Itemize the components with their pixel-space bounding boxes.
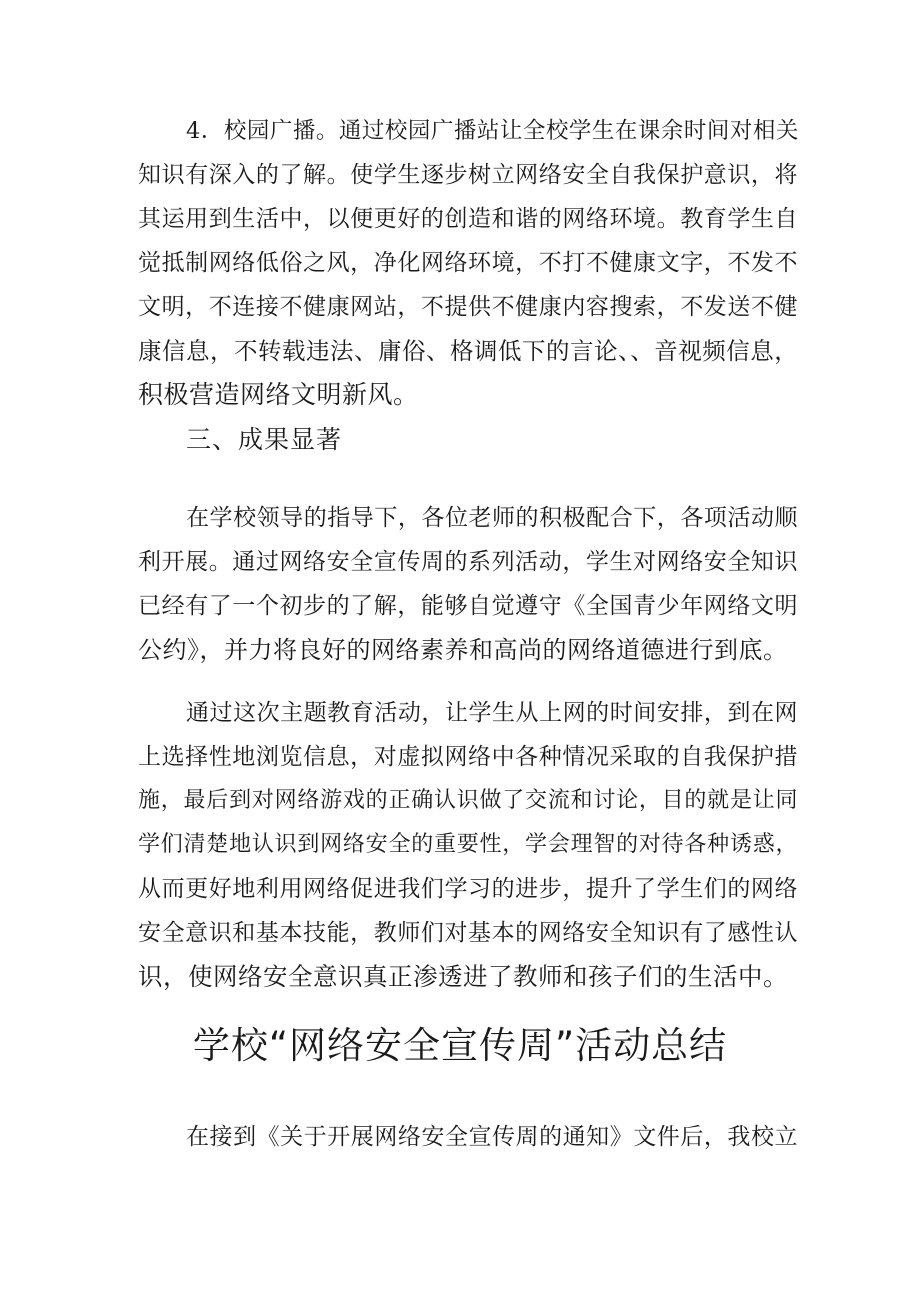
paragraph-line: 知识有深入的了解。使学生逐步树立网络安全自我保护意识，将	[138, 162, 798, 188]
paragraph-line: 康信息，不转载违法、庸俗、格调低下的言论、、音视频信息，	[138, 337, 799, 365]
paragraph-line: 施，最后到对网络游戏的正确认识做了交流和讨论，目的就是让同	[138, 788, 798, 813]
paragraph-line: 安全意识和基本技能，教师们对基本的网络安全知识有了感性认	[138, 920, 798, 946]
paragraph-line: 公约》，并力将良好的网络素养和高尚的网络道德进行到底。	[138, 636, 788, 664]
section-heading: 三、成果显著	[186, 425, 343, 454]
paragraph-line: 识，使网络安全意识真正渗透进了教师和孩子们的生活中。	[138, 962, 788, 991]
paragraph-line: 已经有了一个初步的了解，能够自觉遵守《全国青少年网络文明	[138, 593, 798, 619]
paragraph-line: 积极营造网络文明新风。	[138, 380, 419, 409]
paragraph-line: 文明，不连接不健康网站，不提供不健康内容搜索，不发送不健	[138, 294, 798, 320]
paragraph-line: 利开展。通过网络安全宣传周的系列活动，学生对网络安全知识	[138, 549, 798, 575]
paragraph-line: 在接到《关于开展网络安全宣传周的通知》文件后，我校立	[186, 1124, 798, 1150]
paragraph-line: 通过这次主题教育活动，让学生从上网的时间安排，到在网	[186, 700, 798, 726]
paragraph-line: 在学校领导的指导下，各位老师的积极配合下，各项活动顺	[186, 505, 798, 531]
paragraph-line: 4．校园广播。通过校园广播站让全校学生在课余时间对相关	[186, 118, 799, 144]
paragraph-line: 其运用到生活中，以便更好的创造和谐的网络环境。教育学生自	[138, 206, 798, 232]
paragraph-line: 觉抵制网络低俗之风，净化网络环境，不打不健康文字，不发不	[138, 250, 798, 276]
paragraph-line: 上选择性地浏览信息，对虚拟网络中各种情况采取的自我保护措	[138, 744, 798, 770]
paragraph-line: 从而更好地利用网络促进我们学习的进步，提升了学生们的网络	[138, 876, 798, 902]
paragraph-line: 学们清楚地认识到网络安全的重要性，学会理智的对待各种诱惑，	[138, 832, 798, 857]
document-title: 学校“网络安全宣传周”活动总结	[192, 1024, 728, 1067]
